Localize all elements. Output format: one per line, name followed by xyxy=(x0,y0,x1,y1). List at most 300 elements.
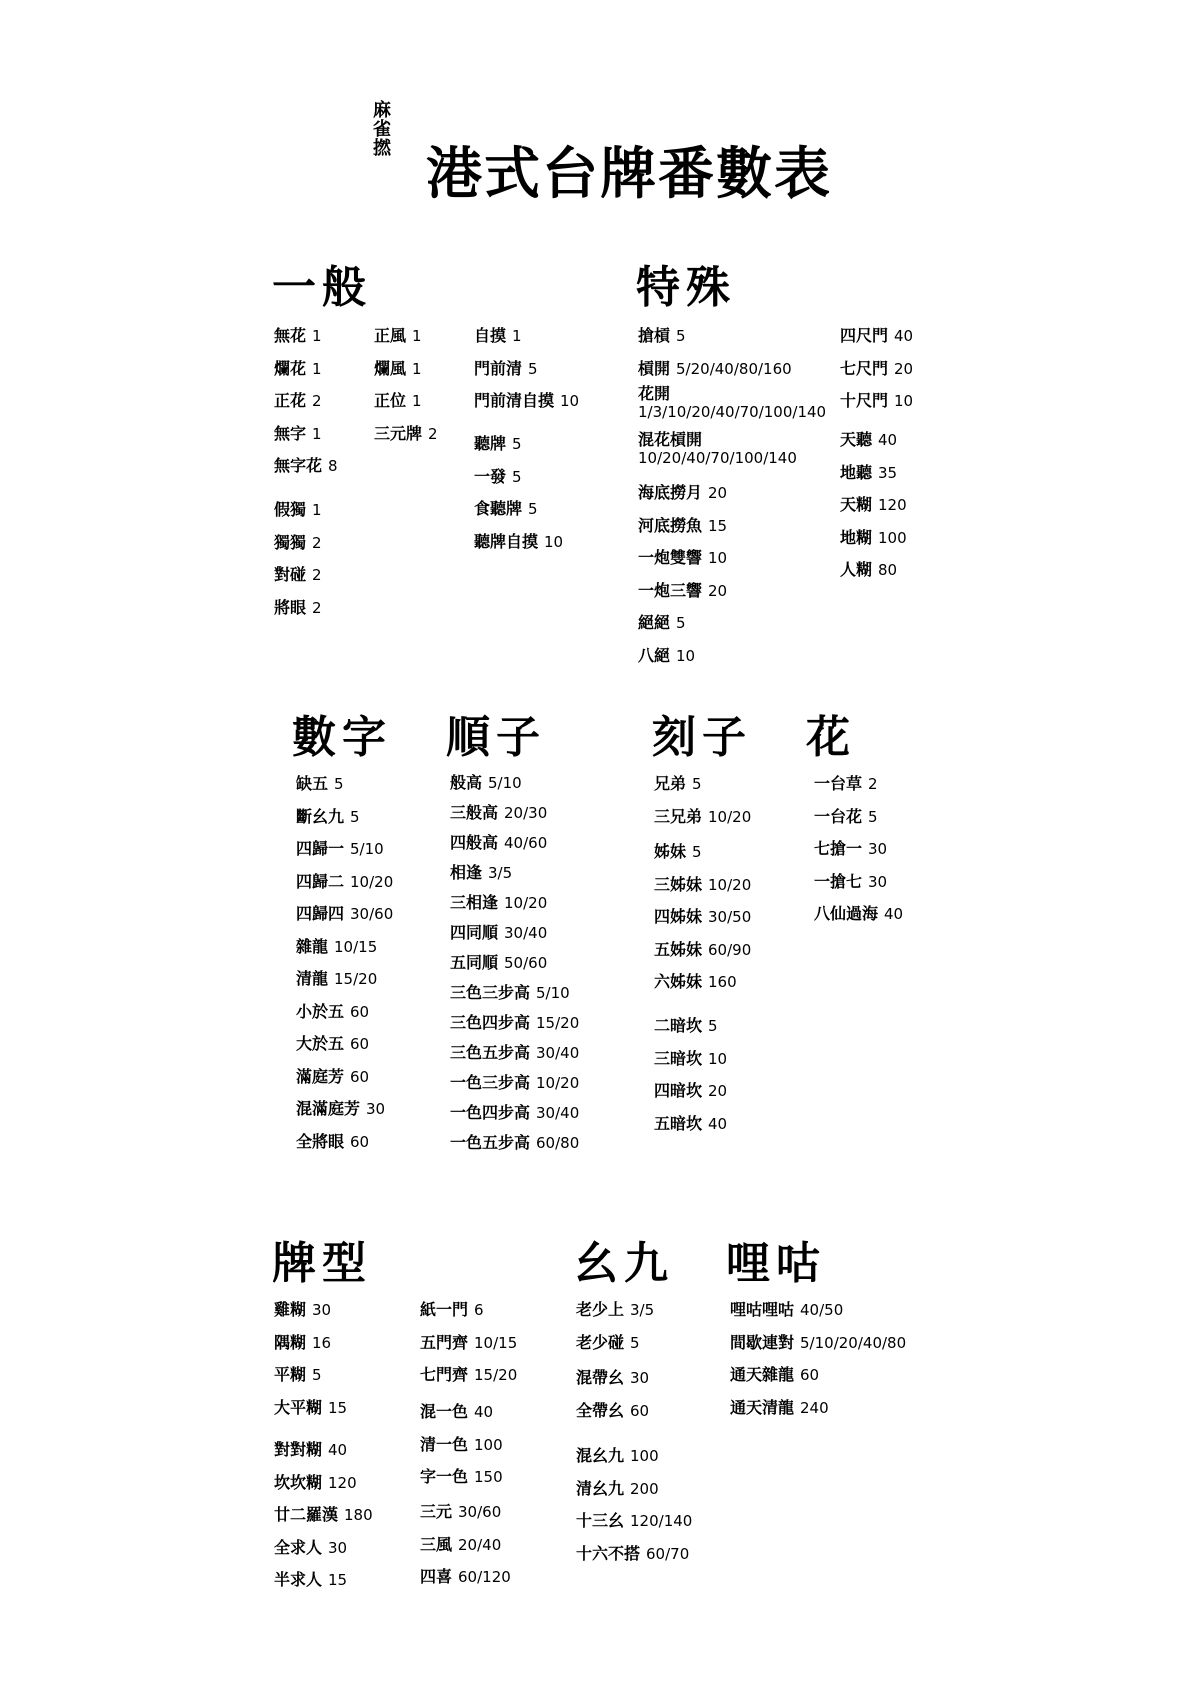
item-name: 大平糊 xyxy=(274,1397,323,1417)
list-item xyxy=(814,768,903,801)
item-value: 10/20/40/70/100/140 xyxy=(638,449,797,467)
list-item xyxy=(638,320,826,353)
general-list-2 xyxy=(374,320,438,450)
list-item xyxy=(296,963,393,996)
item-value: 5 xyxy=(630,1333,640,1352)
item-name: 十尺門 xyxy=(840,391,889,410)
section-title-flowers: 花 xyxy=(806,712,856,763)
item-value: 160 xyxy=(708,973,737,991)
item-name: 地糊 xyxy=(840,527,873,547)
item-name: 海底撈月 xyxy=(638,483,703,502)
item-name: 絕絕 xyxy=(638,613,671,632)
item-value: 150 xyxy=(474,1468,503,1486)
item-value: 30 xyxy=(868,840,888,858)
patterns-list-1b xyxy=(274,1434,373,1597)
item-name: 混帶幺 xyxy=(576,1368,625,1387)
item-value: 1 xyxy=(512,327,522,345)
list-item xyxy=(576,1395,649,1428)
item-value: 5 xyxy=(512,435,522,453)
item-name: 清幺九 xyxy=(576,1478,625,1498)
item-name: 三暗坎 xyxy=(654,1048,703,1068)
list-item xyxy=(374,385,438,418)
item-value: 10 xyxy=(544,532,564,551)
item-value: 5 xyxy=(528,500,538,518)
item-name: 四尺門 xyxy=(840,326,889,345)
list-item xyxy=(296,996,393,1029)
list-item xyxy=(450,978,579,1008)
item-value: 10/15 xyxy=(334,937,378,956)
item-name: 槓開 xyxy=(638,358,671,378)
item-name: 四般高 xyxy=(450,833,499,852)
list-item xyxy=(814,801,903,834)
list-item xyxy=(730,1359,906,1392)
item-name: 爛風 xyxy=(374,358,407,378)
list-item xyxy=(840,554,907,587)
list-item xyxy=(840,320,913,353)
list-item xyxy=(274,1564,373,1597)
item-value: 20 xyxy=(708,484,728,502)
item-value: 2 xyxy=(312,598,322,617)
list-item xyxy=(654,801,751,834)
item-value: 30 xyxy=(868,872,888,891)
item-value: 10 xyxy=(708,1049,728,1068)
list-item xyxy=(450,768,579,798)
item-name: 八絕 xyxy=(638,645,671,665)
item-name: 清龍 xyxy=(296,969,329,988)
item-name: 三色四步高 xyxy=(450,1013,531,1032)
list-item xyxy=(274,1294,347,1327)
item-name: 三色三步高 xyxy=(450,983,531,1002)
item-name: 天糊 xyxy=(840,495,873,514)
list-item xyxy=(296,898,393,931)
list-item xyxy=(274,450,338,483)
list-item xyxy=(420,1529,511,1562)
item-value: 35 xyxy=(878,463,898,482)
list-item xyxy=(474,353,579,386)
item-name: 三相逢 xyxy=(450,893,499,912)
item-name: 食聽牌 xyxy=(474,499,523,518)
list-item xyxy=(450,858,579,888)
list-item xyxy=(638,477,826,510)
item-name: 搶槓 xyxy=(638,326,671,345)
special-list-1 xyxy=(638,320,826,672)
list-item xyxy=(474,493,563,526)
item-value: 20/40 xyxy=(458,1535,502,1554)
item-name: 四歸一 xyxy=(296,839,345,858)
item-name: 河底撈魚 xyxy=(638,515,703,535)
item-name: 正位 xyxy=(374,391,407,410)
item-value: 40 xyxy=(708,1114,728,1133)
item-name: 全求人 xyxy=(274,1537,323,1557)
item-name: 姊妹 xyxy=(654,842,687,861)
section-title-sequence: 順子 xyxy=(446,712,546,763)
list-item xyxy=(420,1461,503,1494)
item-value: 30 xyxy=(328,1538,348,1557)
page-title: 港式台牌番數表 xyxy=(426,141,832,207)
list-item xyxy=(638,385,826,421)
item-name: 正風 xyxy=(374,326,407,345)
patterns-list-2b xyxy=(420,1396,503,1494)
item-value: 5 xyxy=(334,775,344,793)
list-item xyxy=(474,428,563,461)
list-item xyxy=(654,1043,727,1076)
list-item xyxy=(450,798,579,828)
list-item xyxy=(274,1359,347,1392)
item-name: 將眼 xyxy=(274,597,307,617)
list-item xyxy=(274,353,338,386)
sequence-list xyxy=(450,768,579,1158)
list-item xyxy=(474,526,563,559)
list-item xyxy=(450,1068,579,1098)
list-item xyxy=(296,1028,393,1061)
item-name: 一台花 xyxy=(814,806,863,826)
item-name: 老少上 xyxy=(576,1300,625,1319)
item-name: 平糊 xyxy=(274,1365,307,1384)
item-name: 大於五 xyxy=(296,1034,345,1053)
item-value: 100 xyxy=(474,1435,503,1454)
item-value: 5 xyxy=(868,807,878,826)
patterns-list-1 xyxy=(274,1294,347,1424)
item-name: 自摸 xyxy=(474,326,507,345)
list-item xyxy=(296,1061,393,1094)
list-item xyxy=(450,888,579,918)
list-item xyxy=(274,418,338,451)
item-value: 2 xyxy=(868,775,878,793)
item-value: 5/10 xyxy=(536,984,570,1002)
item-name: 三色五步高 xyxy=(450,1043,531,1062)
item-value: 1 xyxy=(412,359,422,378)
item-value: 15 xyxy=(328,1398,348,1417)
item-value: 3/5 xyxy=(488,864,513,882)
item-name: 相逢 xyxy=(450,863,483,882)
triplets-list-c xyxy=(654,1010,727,1140)
list-item xyxy=(296,833,393,866)
item-value: 240 xyxy=(800,1398,829,1417)
item-name: 一台草 xyxy=(814,774,863,793)
list-item xyxy=(450,828,579,858)
list-item xyxy=(296,866,393,899)
list-item xyxy=(420,1429,503,1462)
list-item xyxy=(638,640,826,673)
item-value: 20/30 xyxy=(504,804,548,822)
item-name: 對碰 xyxy=(274,565,307,584)
list-item xyxy=(638,542,826,575)
list-item xyxy=(638,431,826,467)
item-name: 聽牌 xyxy=(474,434,507,453)
item-value: 80 xyxy=(878,561,898,579)
item-name: 一炮雙響 xyxy=(638,548,703,567)
item-value: 2 xyxy=(312,566,322,584)
item-value: 10/20 xyxy=(708,807,752,826)
item-name: 間歇連對 xyxy=(730,1332,795,1352)
list-item xyxy=(576,1327,654,1360)
patterns-list-2c xyxy=(420,1496,511,1594)
item-name: 斷幺九 xyxy=(296,806,345,826)
item-name: 二暗坎 xyxy=(654,1016,703,1035)
item-name: 三元 xyxy=(420,1502,453,1521)
section-title-triplets: 刻子 xyxy=(652,712,752,763)
item-name: 缺五 xyxy=(296,774,329,793)
item-value: 1 xyxy=(312,327,322,345)
numbers-list xyxy=(296,768,393,1158)
item-name: 地聽 xyxy=(840,462,873,482)
terminals-list-c xyxy=(576,1440,692,1570)
item-value: 60/70 xyxy=(646,1544,690,1563)
list-item xyxy=(576,1294,654,1327)
item-value: 60/120 xyxy=(458,1568,511,1586)
list-item xyxy=(450,1098,579,1128)
item-name: 七搶一 xyxy=(814,839,863,858)
item-value: 20 xyxy=(708,1082,728,1100)
list-item xyxy=(730,1392,906,1425)
list-item xyxy=(274,1392,347,1425)
item-value: 30 xyxy=(366,1100,386,1118)
list-item xyxy=(576,1538,692,1571)
item-name: 一色五步高 xyxy=(450,1133,531,1152)
item-name: 坎坎糊 xyxy=(274,1472,323,1492)
list-item xyxy=(274,1499,373,1532)
item-name: 人糊 xyxy=(840,560,873,579)
item-value: 40/60 xyxy=(504,834,548,852)
item-name: 雜龍 xyxy=(296,936,329,956)
item-value: 20 xyxy=(708,581,728,600)
list-item xyxy=(274,1532,373,1565)
item-value: 30 xyxy=(630,1369,650,1387)
general-list-3a xyxy=(474,320,579,418)
item-name: 清一色 xyxy=(420,1434,469,1454)
item-value: 10/15 xyxy=(474,1333,518,1352)
item-name: 三兄弟 xyxy=(654,806,703,826)
item-value: 3/5 xyxy=(630,1301,655,1319)
triplets-list-a xyxy=(654,768,751,833)
item-value: 60 xyxy=(350,1002,370,1021)
list-item xyxy=(730,1327,906,1360)
item-name: 紙一門 xyxy=(420,1300,469,1319)
list-item xyxy=(450,1038,579,1068)
item-value: 20 xyxy=(894,359,914,378)
item-name: 字一色 xyxy=(420,1467,469,1486)
item-value: 60/90 xyxy=(708,940,752,959)
item-value: 40 xyxy=(894,327,914,345)
item-value: 120 xyxy=(328,1473,357,1492)
section-title-general: 一般 xyxy=(272,262,372,313)
list-item xyxy=(274,559,322,592)
item-name: 五門齊 xyxy=(420,1332,469,1352)
item-name: 混滿庭芳 xyxy=(296,1099,361,1118)
item-name: 小於五 xyxy=(296,1001,345,1021)
item-name: 一搶七 xyxy=(814,871,863,891)
item-value: 40 xyxy=(884,905,904,923)
list-item xyxy=(638,575,826,608)
item-value: 5 xyxy=(528,359,538,378)
list-item xyxy=(296,768,393,801)
item-value: 40/50 xyxy=(800,1301,844,1319)
item-name: 門前清自摸 xyxy=(474,391,555,410)
list-item xyxy=(814,898,903,931)
item-name: 無花 xyxy=(274,326,307,345)
item-name: 四暗坎 xyxy=(654,1081,703,1100)
item-name: 花開 xyxy=(638,384,671,403)
list-item xyxy=(576,1362,649,1395)
list-item xyxy=(654,768,751,801)
list-item xyxy=(814,833,903,866)
item-value: 6 xyxy=(474,1301,484,1319)
item-name: 滿庭芳 xyxy=(296,1066,345,1086)
list-item xyxy=(474,320,579,353)
item-value: 2 xyxy=(312,392,322,410)
item-name: 廿二羅漢 xyxy=(274,1505,339,1524)
list-item xyxy=(840,457,907,490)
item-name: 混一色 xyxy=(420,1402,469,1421)
item-name: 一發 xyxy=(474,466,507,486)
section-title-patterns: 牌型 xyxy=(272,1238,372,1289)
general-list-1a xyxy=(274,320,338,483)
item-value: 100 xyxy=(878,528,907,547)
item-value: 60 xyxy=(350,1067,370,1086)
item-name: 十六不搭 xyxy=(576,1543,641,1563)
item-value: 200 xyxy=(630,1479,659,1498)
general-list-3b xyxy=(474,428,563,558)
list-item xyxy=(420,1396,503,1429)
lihu-list xyxy=(730,1294,906,1424)
list-item xyxy=(274,1434,373,1467)
section-title-numbers: 數字 xyxy=(292,712,392,763)
item-value: 1 xyxy=(412,327,422,345)
item-name: 哩咕哩咕 xyxy=(730,1300,795,1319)
item-value: 8 xyxy=(328,457,338,475)
item-name: 對對糊 xyxy=(274,1440,323,1459)
list-item xyxy=(296,1126,393,1159)
list-item xyxy=(840,522,907,555)
item-value: 15/20 xyxy=(536,1014,580,1032)
list-item xyxy=(296,801,393,834)
item-value: 5/10 xyxy=(488,774,522,792)
item-name: 四歸四 xyxy=(296,904,345,923)
list-item xyxy=(638,510,826,543)
item-name: 假獨 xyxy=(274,500,307,519)
list-item xyxy=(374,353,438,386)
item-value: 120/140 xyxy=(630,1512,693,1530)
list-item xyxy=(814,866,903,899)
item-name: 全將眼 xyxy=(296,1131,345,1151)
item-name: 無字 xyxy=(274,423,307,443)
item-name: 四歸二 xyxy=(296,871,345,891)
logo-text: 麻雀撚 xyxy=(370,100,391,157)
list-item xyxy=(474,461,563,494)
list-item xyxy=(450,1128,579,1158)
list-item xyxy=(654,1075,727,1108)
item-value: 30 xyxy=(312,1301,332,1319)
item-value: 10 xyxy=(676,646,696,665)
list-item xyxy=(420,1496,511,1529)
item-name: 正花 xyxy=(274,391,307,410)
item-value: 2 xyxy=(312,533,322,552)
item-value: 2 xyxy=(428,424,438,443)
special-list-2a xyxy=(840,320,913,418)
list-item xyxy=(374,418,438,451)
item-value: 40 xyxy=(878,431,898,449)
terminals-list-a xyxy=(576,1294,654,1359)
section-title-lihu: 哩咕 xyxy=(726,1238,826,1289)
item-value: 30/40 xyxy=(536,1104,580,1122)
list-item xyxy=(450,948,579,978)
list-item xyxy=(576,1505,692,1538)
item-value: 30/40 xyxy=(504,924,548,942)
item-value: 50/60 xyxy=(504,954,548,972)
flowers-list xyxy=(814,768,903,931)
item-value: 15/20 xyxy=(474,1366,518,1384)
list-item xyxy=(474,385,579,418)
item-value: 120 xyxy=(878,496,907,514)
item-value: 1 xyxy=(412,392,422,410)
item-value: 60/80 xyxy=(536,1134,580,1152)
item-name: 三元牌 xyxy=(374,423,423,443)
item-value: 5 xyxy=(692,843,702,861)
item-name: 十三幺 xyxy=(576,1511,625,1530)
item-value: 60 xyxy=(350,1035,370,1053)
item-value: 180 xyxy=(344,1506,373,1524)
item-name: 全帶幺 xyxy=(576,1400,625,1420)
item-name: 老少碰 xyxy=(576,1332,625,1352)
item-name: 三風 xyxy=(420,1534,453,1554)
item-name: 七尺門 xyxy=(840,358,889,378)
list-item xyxy=(420,1327,517,1360)
item-name: 四喜 xyxy=(420,1567,453,1586)
list-item xyxy=(840,424,907,457)
list-item xyxy=(420,1359,517,1392)
list-item xyxy=(274,320,338,353)
item-value: 10/20 xyxy=(708,875,752,894)
list-item xyxy=(654,901,751,934)
list-item xyxy=(274,385,338,418)
special-list-2b xyxy=(840,424,907,587)
item-name: 爛花 xyxy=(274,358,307,378)
list-item xyxy=(638,353,826,386)
item-name: 般高 xyxy=(450,773,483,792)
item-value: 40 xyxy=(328,1441,348,1459)
item-value: 10/20 xyxy=(504,894,548,912)
item-name: 混花槓開 xyxy=(638,430,703,449)
item-name: 六姊妹 xyxy=(654,972,703,991)
list-item xyxy=(274,1327,347,1360)
item-value: 1 xyxy=(312,359,322,378)
item-name: 五姊妹 xyxy=(654,939,703,959)
item-value: 5 xyxy=(350,807,360,826)
item-name: 通天雜龍 xyxy=(730,1365,795,1384)
list-item xyxy=(450,1008,579,1038)
list-item xyxy=(840,489,907,522)
item-value: 1 xyxy=(312,424,322,443)
item-name: 隅糊 xyxy=(274,1332,307,1352)
item-name: 門前清 xyxy=(474,358,523,378)
item-value: 60 xyxy=(630,1401,650,1420)
item-name: 五暗坎 xyxy=(654,1113,703,1133)
item-value: 5 xyxy=(708,1017,718,1035)
item-value: 16 xyxy=(312,1333,332,1352)
item-name: 兄弟 xyxy=(654,774,687,793)
item-value: 30/40 xyxy=(536,1044,580,1062)
list-item xyxy=(296,1093,393,1126)
list-item xyxy=(730,1294,906,1327)
item-value: 5 xyxy=(512,467,522,486)
item-name: 七門齊 xyxy=(420,1365,469,1384)
item-value: 10 xyxy=(560,392,580,410)
list-item xyxy=(274,1467,373,1500)
item-value: 1/3/10/20/40/70/100/140 xyxy=(638,403,827,421)
item-value: 30/60 xyxy=(458,1503,502,1521)
item-value: 5 xyxy=(676,327,686,345)
list-item xyxy=(274,494,322,527)
